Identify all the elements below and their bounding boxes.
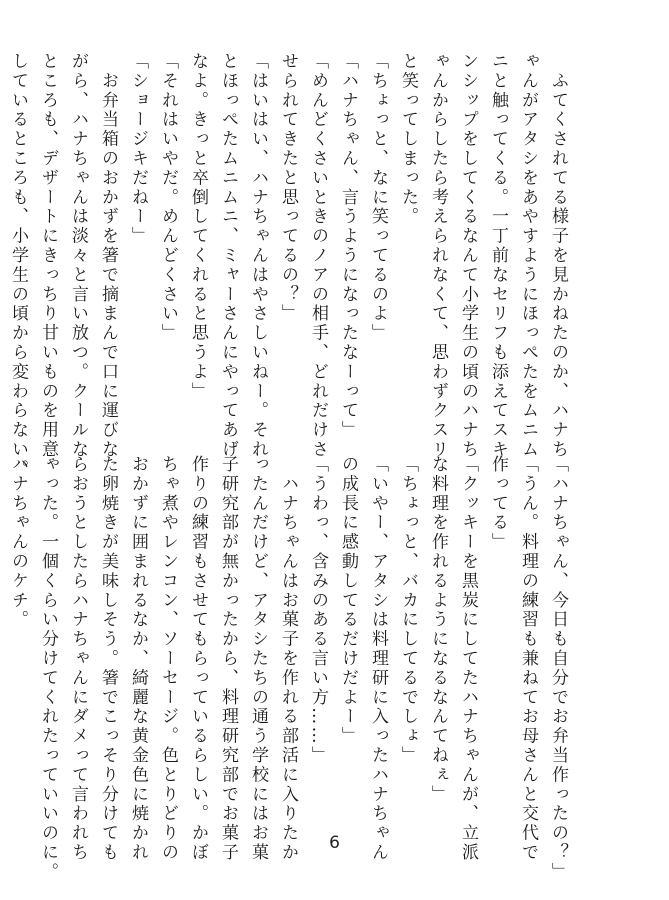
text-line: とほっぺたムニムニ、ミャーさんにやってあげ: [218, 52, 238, 460]
text-line: 子研究部が無かったから、料理研究部でお菓子: [218, 455, 238, 863]
text-line: 「ちょっと、なに笑ってるのよ」: [368, 52, 388, 343]
text-line: ハナちゃんはお菓子を作れる部活に入りたか: [278, 455, 298, 863]
text-line: 作ってる」: [488, 455, 508, 552]
text-line: ところも、デザートにきっちり甘いものを用意: [38, 52, 58, 460]
text-line: なよ。きっと卒倒してくれると思うよ」: [188, 52, 208, 402]
text-line: せられてきたと思ってるの？」: [278, 52, 298, 324]
text-line: た卵焼きが美味しそう。箸でこっそり分けても: [98, 455, 118, 863]
text-line: 「ちょっと、バカにしてるでしょ」: [398, 455, 418, 766]
text-line: しているところも、小学生の頃から変わらない。: [8, 52, 28, 479]
text-line: がら、ハナちゃんは淡々と言い放つ。クールな: [68, 52, 88, 460]
text-line: ふてくされてる様子を見かねたのか、ハナち: [548, 52, 568, 460]
text-line: ゃんからしたら考えられなくて、思わずクスリ: [428, 52, 448, 460]
page-number: 6: [329, 833, 340, 853]
text-line: 作りの練習もさせてもらっているらしい。かぼ: [188, 455, 208, 863]
text-line: 「めんどくさいときのノアの相手、どれだけさ: [308, 52, 328, 460]
text-line: 「ハナちゃん、言うようになったなーって」: [338, 52, 358, 440]
text-line: らおうとしたらハナちゃんにダメって言われち: [68, 455, 88, 863]
text-line: の成長に感動してるだけだよー」: [338, 455, 358, 746]
text-line: ハナちゃんのケチ。: [8, 455, 28, 630]
text-block-upper: [8, 52, 573, 479]
text-line: ンシップをしてくるなんて小学生の頃のハナち: [458, 52, 478, 460]
text-line: 「ハナちゃん、今日も自分でお弁当作ったの？」: [548, 455, 568, 882]
text-line: と笑ってしまった。: [398, 52, 418, 227]
text-line: お弁当箱のおかずを箸で摘まんで口に運びな: [98, 52, 118, 460]
text-line: ちゃ煮やレンコン、ソーセージ。色とりどりの: [158, 455, 178, 863]
text-line: ゃった。一個くらい分けてくれたっていいのに。: [38, 455, 58, 882]
text-line: 「クッキーを黒炭にしてたハナちゃんが、立派: [458, 455, 478, 863]
text-line: 「うん。料理の練習も兼ねてお母さんと交代で: [518, 455, 538, 863]
text-line: ゃんがアタシをあやすようにほっぺたをムニム: [518, 52, 538, 460]
text-line: 「はいはい、ハナちゃんはやさしいねー。それ: [248, 52, 268, 460]
text-line: ったんだけど、アタシたちの通う学校にはお菓: [248, 455, 268, 863]
text-line: 「それはいやだ。めんどくさい」: [158, 52, 178, 343]
text-line: 「いやー、アタシは料理研に入ったハナちゃん: [368, 455, 388, 863]
text-line: おかずに囲まれるなか、綺麗な黄金色に焼かれ: [128, 455, 148, 863]
text-line: な料理を作れるようになるなんてねぇ」: [428, 455, 448, 805]
text-line: ニと触ってくる。一丁前なセリフも添えてスキ: [488, 52, 508, 460]
text-block-lower: [8, 455, 573, 882]
text-line: 「ショージキだねー」: [128, 52, 148, 246]
text-line: 「うわっ、含みのある言い方……」: [308, 455, 328, 766]
